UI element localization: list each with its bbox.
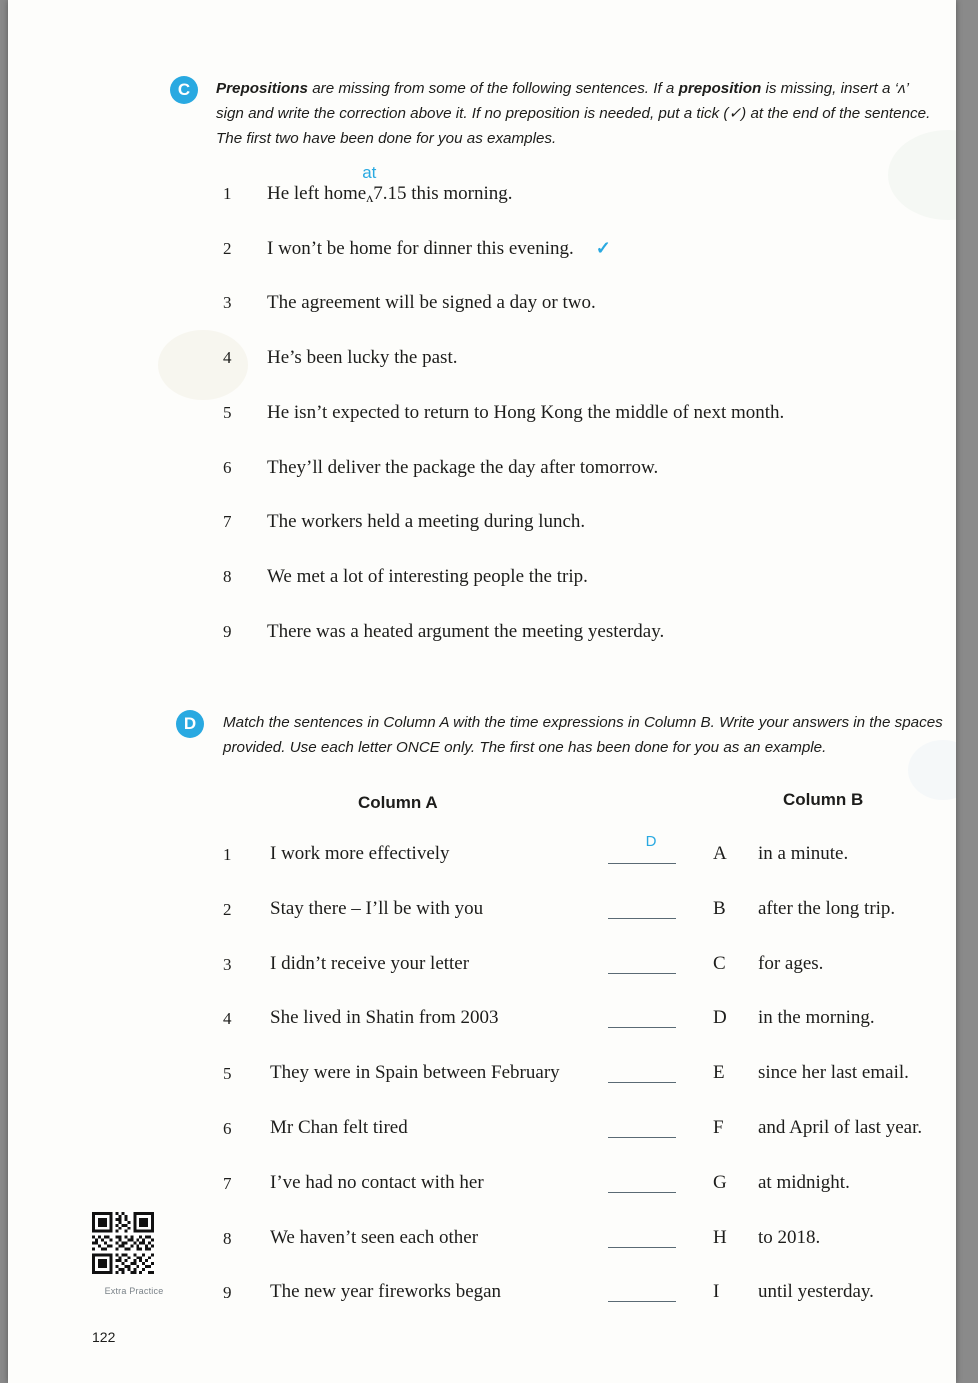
answer-value: D xyxy=(645,833,657,850)
sentence-part-before: I won’t be home for dinner this evening. xyxy=(267,237,574,259)
column-b-letter: A xyxy=(713,843,727,864)
sentence-part-after: 7.15 this morning. xyxy=(373,183,513,204)
matching-row xyxy=(223,1227,923,1257)
question-row xyxy=(223,511,585,533)
column-a-sentence: The new year fireworks began xyxy=(270,1281,502,1303)
question-number: 3 xyxy=(223,293,232,313)
sentence-part-before: He left home xyxy=(267,183,367,204)
question-number: 8 xyxy=(223,566,232,586)
sentence-part-before: There was a heated argument the meeting yesterday. xyxy=(267,620,665,642)
page-number: 122 xyxy=(92,1329,116,1345)
question-number: 2 xyxy=(223,238,232,258)
column-b-letter: H xyxy=(713,1226,727,1248)
question-row xyxy=(223,566,588,588)
question-text[interactable] xyxy=(267,621,664,643)
question-text[interactable] xyxy=(267,163,513,206)
column-a-sentence: They were in Spain between February xyxy=(270,1062,560,1084)
column-b-letter: E xyxy=(713,1062,725,1084)
matching-row-number: 5 xyxy=(223,1064,232,1084)
question-text[interactable] xyxy=(267,347,457,369)
column-b-letter: C xyxy=(713,952,726,974)
worksheet-page xyxy=(8,0,956,1383)
column-b-expression: at midnight. xyxy=(758,1171,850,1193)
question-text[interactable] xyxy=(267,457,658,479)
tick-icon: ✓ xyxy=(595,237,611,258)
matching-row-number: 3 xyxy=(223,954,232,974)
column-b-letter: G xyxy=(713,1171,727,1193)
answer-blank[interactable] xyxy=(608,1247,676,1248)
column-a-sentence: I work more effectively xyxy=(270,843,450,864)
question-number: 4 xyxy=(223,348,232,368)
matching-row xyxy=(223,1281,923,1311)
sentence-part-before: The workers held a meeting during lunch. xyxy=(267,511,586,533)
column-b-letter: B xyxy=(713,897,726,919)
question-text[interactable] xyxy=(267,238,611,260)
matching-row-number: 1 xyxy=(223,845,232,864)
column-b-expression: and April of last year. xyxy=(758,1117,923,1138)
matching-row xyxy=(223,953,923,983)
question-text[interactable] xyxy=(267,292,596,314)
column-a-sentence: I’ve had no contact with her xyxy=(270,1171,484,1193)
sentence-part-before: They’ll deliver the package the day after tomorrow. xyxy=(267,456,659,478)
matching-row-number: 8 xyxy=(223,1228,232,1248)
matching-row xyxy=(223,1007,923,1037)
question-row xyxy=(223,238,611,260)
sentence-part-before: The agreement will be signed a day or two. xyxy=(267,292,596,314)
column-b-expression: in the morning. xyxy=(758,1007,875,1029)
sentence-part-before: He isn’t expected to return to Hong Kong the middle of next month. xyxy=(267,401,785,423)
column-b-heading: Column B xyxy=(783,790,864,809)
answer-blank[interactable] xyxy=(608,1301,676,1302)
column-a-sentence: We haven’t seen each other xyxy=(270,1226,479,1248)
answer-blank[interactable] xyxy=(608,973,676,974)
question-number: 5 xyxy=(223,402,232,422)
question-number: 9 xyxy=(223,621,232,641)
section-marker-d: D xyxy=(176,710,204,738)
column-a-sentence: Stay there – I’ll be with you xyxy=(270,897,484,919)
matching-row-number: 9 xyxy=(223,1283,232,1303)
matching-row xyxy=(223,1172,923,1202)
instruction-text-2: is missing, insert a ‘ʌ’ sign and write the correction above it. If no preposition is needed, put a tick (✓) at the end of the sentence. The first two have been done for you as examples. xyxy=(216,80,931,147)
matching-row xyxy=(223,1062,923,1092)
insertion-mark xyxy=(362,163,377,206)
question-row xyxy=(223,402,784,424)
matching-row xyxy=(223,833,923,873)
column-b-expression: since her last email. xyxy=(758,1062,909,1084)
question-row xyxy=(223,347,457,369)
question-text[interactable] xyxy=(267,402,784,424)
question-text[interactable] xyxy=(267,511,585,533)
matching-row-number: 2 xyxy=(223,899,232,919)
section-d-instruction: Match the sentences in Column A with the time expressions in Column B. Write your answers in the spaces provided. Use each letter ONCE only. The first one has been done for you as an example. xyxy=(223,714,943,756)
column-b-expression: to 2018. xyxy=(758,1226,821,1248)
sentence-part-before: He’s been lucky the past. xyxy=(267,347,458,369)
answer-blank[interactable] xyxy=(608,1027,676,1028)
answer-blank[interactable] xyxy=(608,1192,676,1193)
column-a-sentence: She lived in Shatin from 2003 xyxy=(270,1007,499,1029)
column-b-letter: D xyxy=(713,1007,727,1029)
question-row xyxy=(223,621,664,643)
section-marker-c: C xyxy=(170,76,198,104)
qr-code-extra-practice[interactable] xyxy=(92,1212,154,1274)
instruction-bold-preposition: preposition xyxy=(678,80,762,97)
instruction-text-1: are missing from some of the following sentences. If a xyxy=(308,80,679,97)
column-b-expression: in a minute. xyxy=(758,843,849,864)
matching-row xyxy=(223,1117,923,1147)
column-b-expression: until yesterday. xyxy=(758,1281,874,1303)
question-row xyxy=(223,163,513,206)
column-b-letter: F xyxy=(713,1117,724,1138)
question-number: 7 xyxy=(223,512,232,532)
instruction-bold-prepositions: Prepositions xyxy=(216,80,308,97)
answer-blank[interactable] xyxy=(608,1082,676,1083)
inserted-preposition: at xyxy=(362,163,377,182)
section-c-instruction xyxy=(216,76,936,151)
question-text[interactable] xyxy=(267,566,588,588)
qr-code-caption: Extra Practice xyxy=(104,1286,164,1296)
column-b-expression: for ages. xyxy=(758,952,824,974)
question-number: 1 xyxy=(223,184,232,203)
matching-row-number: 6 xyxy=(223,1119,232,1138)
column-a-heading: Column A xyxy=(358,793,438,812)
qr-code-icon xyxy=(92,1212,154,1274)
question-row xyxy=(223,292,596,314)
caret-icon: ʌ xyxy=(366,191,374,206)
answer-blank[interactable] xyxy=(608,918,676,919)
question-number: 6 xyxy=(223,457,232,477)
column-b-letter: I xyxy=(713,1281,720,1303)
column-b-expression: after the long trip. xyxy=(758,897,896,919)
sentence-part-before: We met a lot of interesting people the trip. xyxy=(267,565,588,587)
question-row xyxy=(223,457,658,479)
matching-row-number: 4 xyxy=(223,1009,232,1029)
column-a-sentence: Mr Chan felt tired xyxy=(270,1117,408,1138)
answer-blank[interactable] xyxy=(608,1137,676,1138)
matching-row xyxy=(223,898,923,928)
answer-blank[interactable] xyxy=(608,863,676,864)
column-a-sentence: I didn’t receive your letter xyxy=(270,952,470,974)
matching-row-number: 7 xyxy=(223,1173,232,1193)
